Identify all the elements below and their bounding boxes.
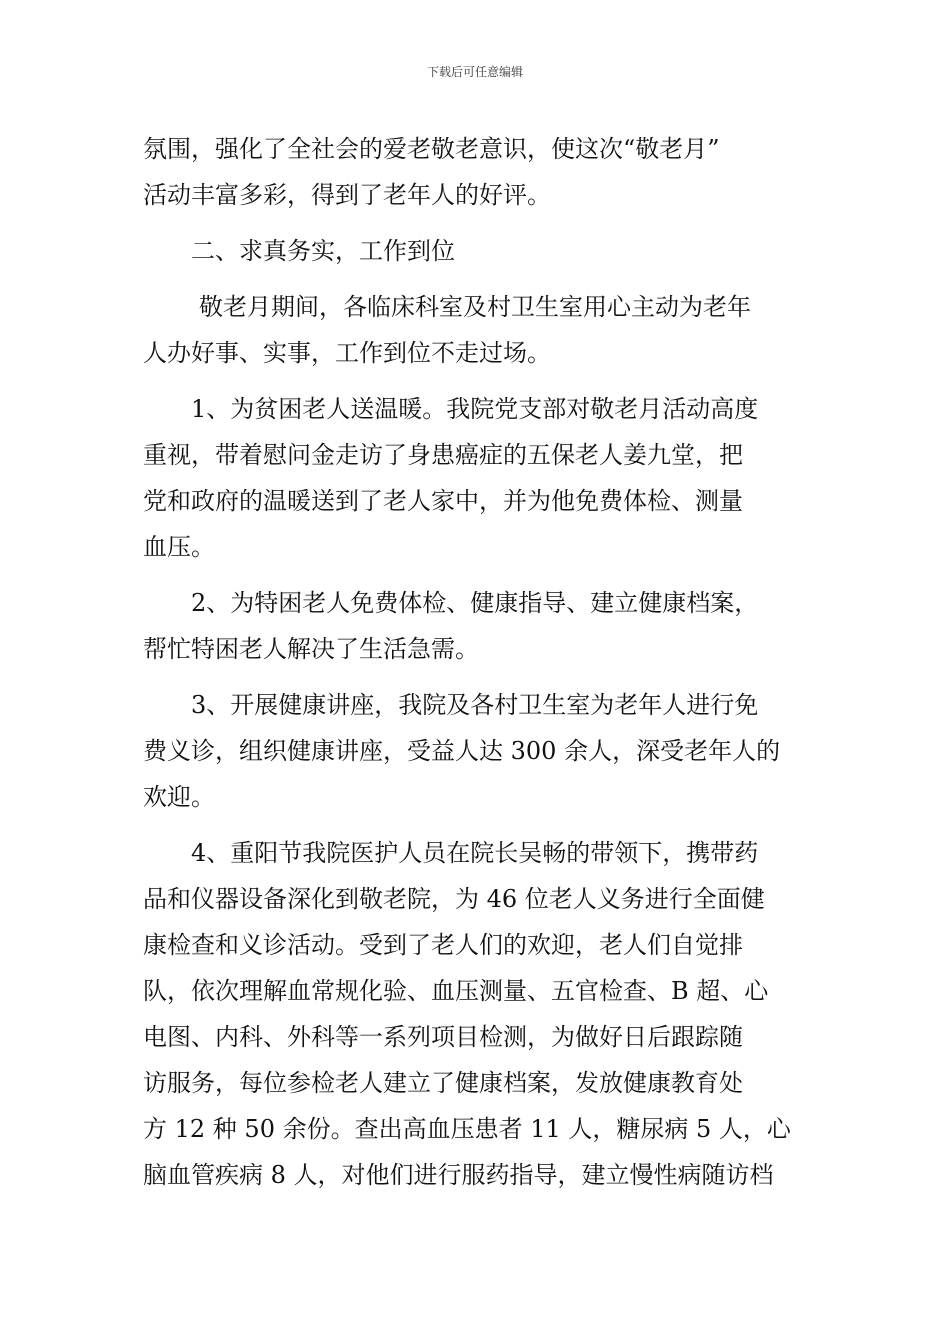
paragraph-atmosphere (143, 126, 808, 218)
text-line: 活动丰富多彩，得到了老年人的好评。 (143, 181, 551, 209)
text-line: 方 12 种 50 余份。查出高血压患者 11 人，糖尿病 5 人，心 (143, 1115, 791, 1143)
text-line: 3、开展健康讲座，我院及各村卫生室为老年人进行免 (191, 691, 759, 719)
page-header-note: 下载后可任意编辑 (426, 65, 523, 79)
text-line: 访服务，每位参检老人建立了健康档案，发放健康教育处 (143, 1069, 743, 1097)
text-line: 欢迎。 (143, 783, 215, 811)
paragraph-item-2 (143, 580, 808, 672)
text-line: 1、为贫困老人送温暖。我院党支部对敬老月活动高度 (191, 395, 759, 423)
text-line: 重视，带着慰问金走访了身患癌症的五保老人姜九堂，把 (143, 441, 743, 469)
text-line: 敬老月期间，各临床科室及村卫生室用心主动为老年 (199, 293, 751, 321)
text-line: 队，依次理解血常规化验、血压测量、五官检查、B 超、心 (143, 977, 769, 1005)
text-line: 品和仪器设备深化到敬老院，为 46 位老人义务进行全面健 (143, 885, 765, 913)
text-line: 氛围，强化了全社会的爱老敬老意识，使这次“敬老月” (143, 135, 720, 163)
paragraph-item-3 (143, 682, 808, 820)
text-line: 脑血管疾病 8 人，对他们进行服药指导，建立慢性病随访档 (143, 1161, 774, 1189)
paragraph-item-1 (143, 386, 808, 570)
paragraph-item-4 (143, 830, 808, 1198)
section-heading-text: 二、求真务实，工作到位 (191, 237, 455, 265)
text-line: 党和政府的温暖送到了老人家中，并为他免费体检、测量 (143, 487, 743, 515)
document-body (143, 126, 808, 1198)
paragraph-respect-month (143, 284, 808, 376)
text-line: 康检查和义诊活动。受到了老人们的欢迎，老人们自觉排 (143, 931, 743, 959)
text-line: 费义诊，组织健康讲座，受益人达 300 余人，深受老年人的 (143, 737, 781, 765)
text-line: 电图、内科、外科等一系列项目检测，为做好日后跟踪随 (143, 1023, 743, 1051)
text-line: 4、重阳节我院医护人员在院长吴畅的带领下，携带药 (191, 839, 759, 867)
text-line: 血压。 (143, 533, 215, 561)
section-heading-2 (143, 228, 808, 274)
text-line: 人办好事、实事，工作到位不走过场。 (143, 339, 551, 367)
text-line: 帮忙特困老人解决了生活急需。 (143, 635, 479, 663)
text-line: 2、为特困老人免费体检、健康指导、建立健康档案， (191, 589, 759, 617)
